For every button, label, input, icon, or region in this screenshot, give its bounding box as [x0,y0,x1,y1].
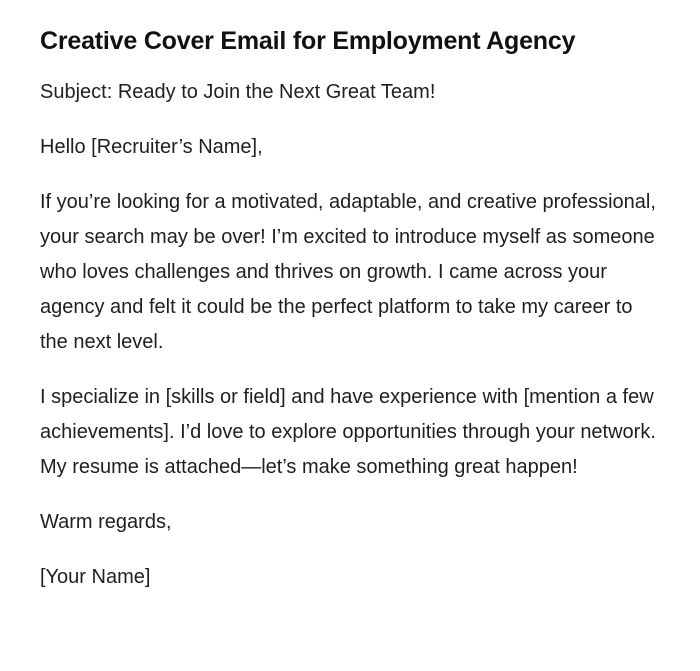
body-paragraph: I specialize in [skills or field] and have experience with [mention a few achievements]. I’d love to explore opportunities through your network. My resume is attached—let’s make something great happen! [40,386,656,478]
email-closing: Warm regards, [40,511,172,533]
body-paragraph: If you’re looking for a motivated, adaptable, and creative professional, your search may be over! I’m excited to introduce myself as someone who loves challenges and thrives on growth. I came across your agency and felt it could be the perfect platform to take my career to the next level. [40,191,656,353]
email-subject: Subject: Ready to Join the Next Great Team! [40,81,436,103]
document-title: Creative Cover Email for Employment Agency [40,27,576,55]
email-greeting: Hello [Recruiter’s Name], [40,136,263,158]
email-signature: [Your Name] [40,566,151,588]
